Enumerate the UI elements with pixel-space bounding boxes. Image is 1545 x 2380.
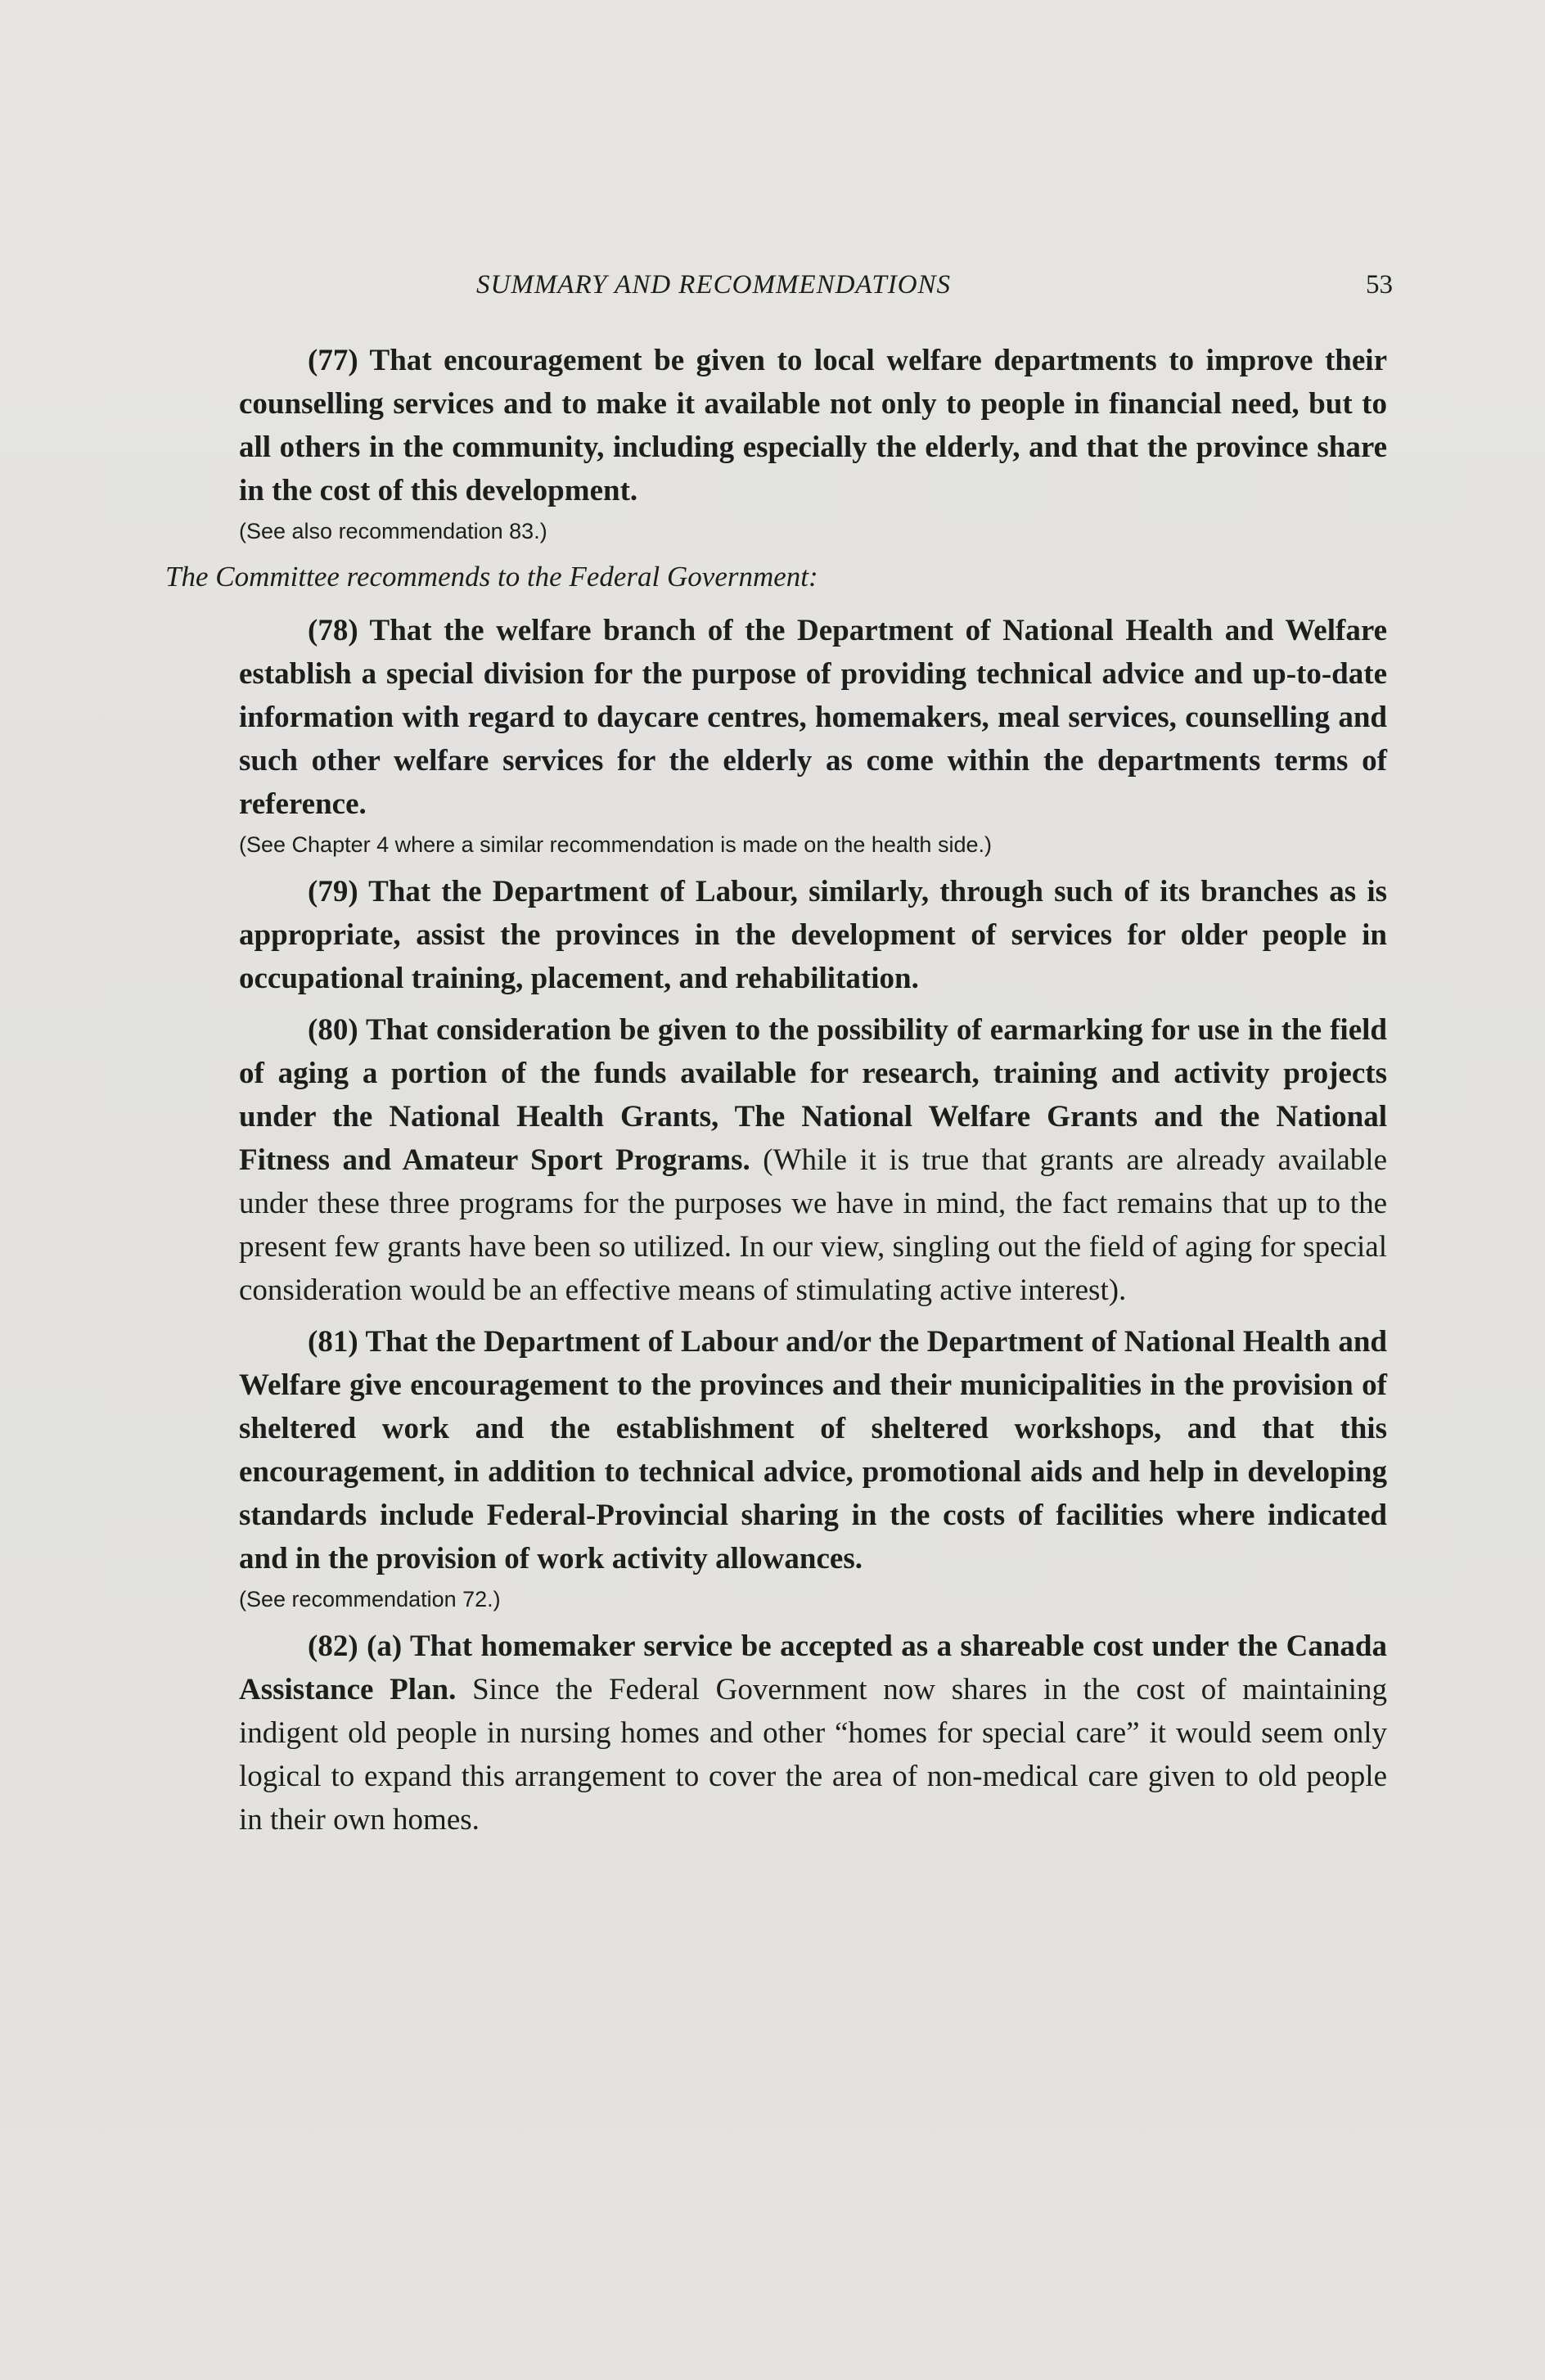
recommendation-80-bold: (80) That consideration be given to the possibility of earmarking for use in the field of aging a portion of the funds available for research, training and activity projects under the National Health Grants, The National Welfare Grants and the National Fitness and Amateur Sport Programs. (239, 1013, 1387, 1177)
recommendation-80-plain: (While it is true that grants are already available under these three programs for the purposes we have in mind, the fact remains that up to the present few grants have been so utilized. In our view, singling out the field of aging for special consideration would be an effective means of stimulating active interest). (239, 1143, 1387, 1307)
recommendation-77-note: (See also recommendation 83.) (239, 519, 547, 543)
recommendation-80 (239, 1008, 1387, 1312)
page-header (239, 270, 1393, 311)
federal-government-heading: The Committee recommends to the Federal Government: (165, 561, 818, 593)
recommendation-77: (77) That encouragement be given to local welfare departments to improve their counselling services and to make it available not only to people in financial need, but to all others in the community, including especially the elderly, and that the province share in the cost of this development. (239, 344, 1387, 507)
recommendation-78: (78) That the welfare branch of the Department of National Health and Welfare establish a special division for the purpose of providing technical advice and up-to-date information with regard to daycare centres, homemakers, meal services, counselling and such other welfare services for the elderly as come within the departments terms of reference. (239, 614, 1387, 821)
recommendation-82a-plain: Since the Federal Government now shares in the cost of maintaining indigent old people in nursing homes and other “homes for special care” it would seem only logical to expand this arrangement to cover the area of non-medical care given to old people in their own homes. (239, 1673, 1387, 1837)
recommendation-81-note: (See recommendation 72.) (239, 1587, 501, 1611)
recommendation-82a (239, 1625, 1387, 1841)
recommendation-82a-bold: (82) (a) That homemaker service be accepted as a shareable cost under the Canada Assistance Plan. (239, 1629, 1387, 1706)
recommendations-body (165, 339, 1387, 1841)
running-title: SUMMARY AND RECOMMENDATIONS (476, 270, 952, 300)
recommendation-79: (79) That the Department of Labour, similarly, through such of its branches as is appropriate, assist the provinces in the development of services for older people in occupational training, placement, and rehabilitation. (239, 875, 1387, 995)
page-number: 53 (1366, 270, 1393, 300)
recommendation-81: (81) That the Department of Labour and/or the Department of National Health and Welfare give encouragement to the provinces and their municipalities in the provision of sheltered work and the establishment of sheltered workshops, and that this encouragement, in addition to technical advice, promotional aids and help in developing standards include Federal-Provincial sharing in the costs of facilities where indicated and in the provision of work activity allowances. (239, 1325, 1387, 1575)
recommendation-78-note: (See Chapter 4 where a similar recommendation is made on the health side.) (239, 832, 992, 857)
